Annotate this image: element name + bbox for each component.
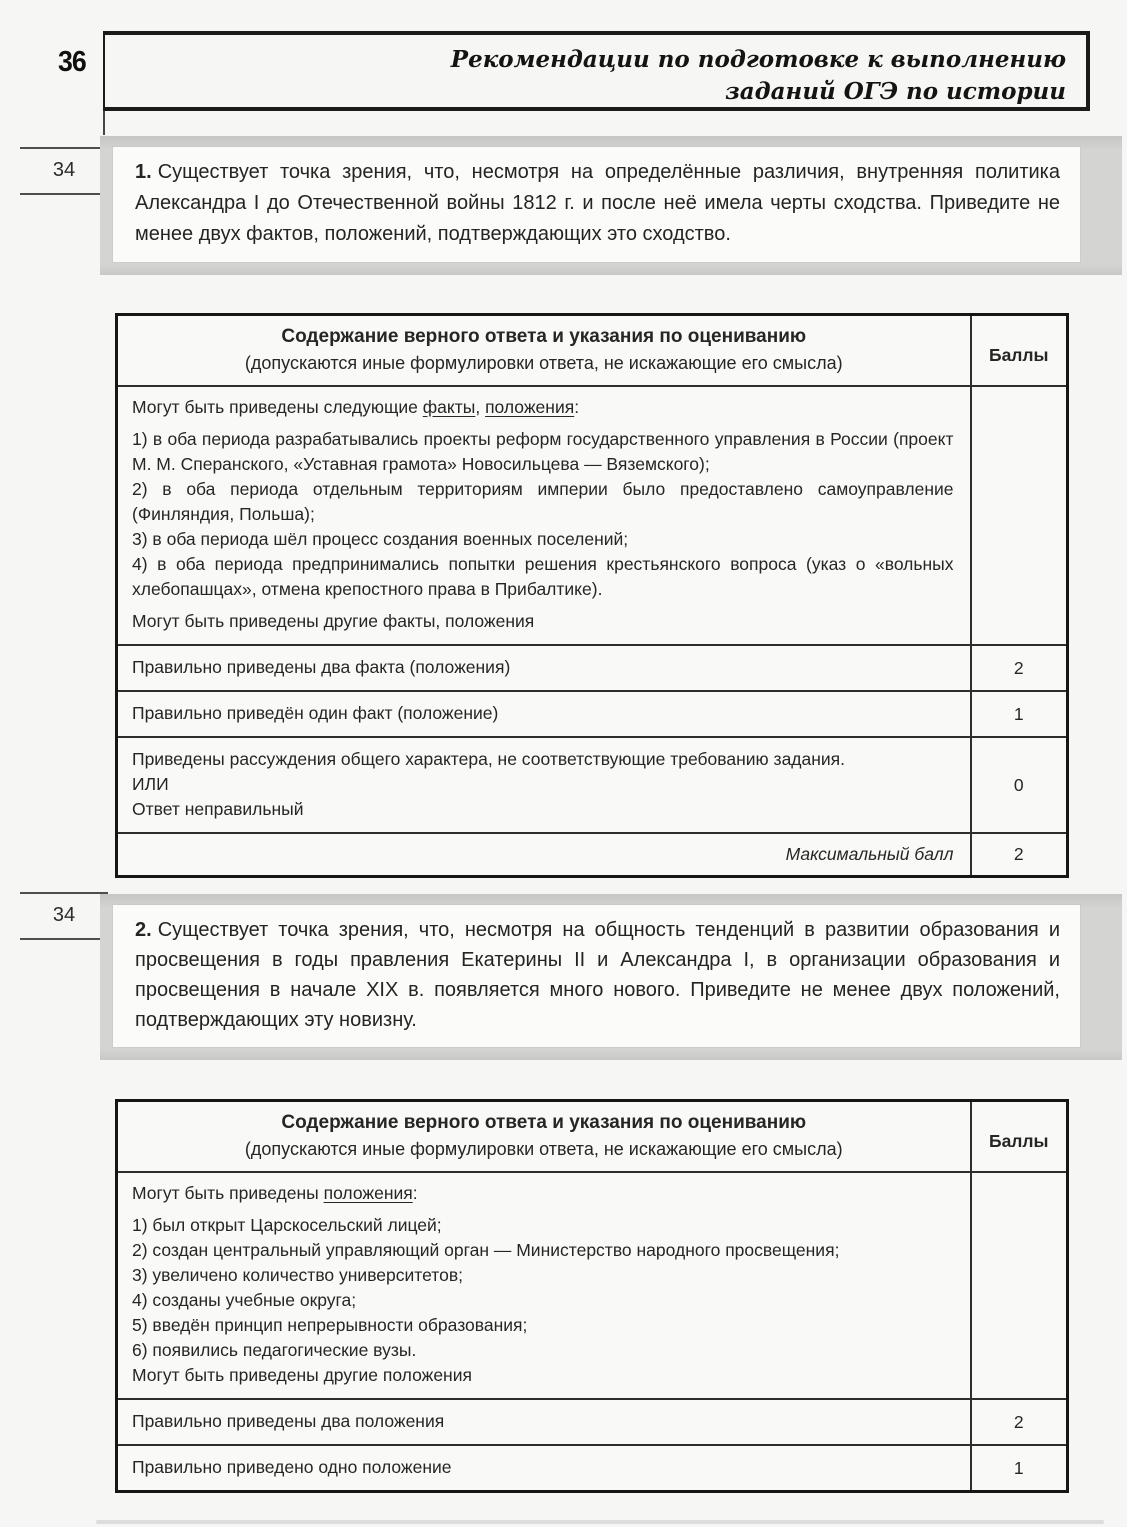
answer-item: 4) в оба периода предпринимались попытки решения крестьянского вопроса (указ о «вольных хлебопашцах», отмена крепостного права в Прибалтике). (132, 554, 954, 599)
table1-answer-outro: Могут быть приведены другие факты, положения (132, 611, 535, 631)
answer-item: 5) введён принцип непрерывности образования; (132, 1315, 528, 1335)
criterion-0-or: ИЛИ (132, 774, 169, 794)
running-head-left-rule (103, 111, 105, 135)
underlined-word: положения (485, 397, 575, 417)
table1-header-subtitle: (допускаются иные формулировки ответа, не искажающие его смысла) (244, 353, 843, 373)
margin-marker-label: 34 (52, 904, 76, 926)
scoring-table-1 (115, 313, 1069, 878)
answer-item: 2) в оба периода отдельным территориям империи было предоставлено самоуправление (Финляндия, Польша); (132, 479, 954, 524)
task2-number: 2. (135, 919, 152, 941)
table2-answer-intro (132, 1181, 954, 1206)
table-row (117, 833, 1068, 877)
underlined-word: факты (422, 397, 476, 417)
answer-item: 4) созданы учебные округа; (132, 1290, 357, 1310)
task2-block (100, 894, 1122, 1060)
table-row (117, 691, 1068, 737)
table-row (117, 315, 1068, 387)
table1-answer-cell (117, 386, 971, 645)
margin-marker-34-first (20, 147, 108, 195)
intro-text: Могут быть приведены следующие (132, 397, 423, 417)
table2-score-2: 2 (971, 1399, 1068, 1445)
answer-item: 3) в оба периода шёл процесс создания военных поселений; (132, 529, 629, 549)
answer-item: 1) в оба периода разрабатывались проекты реформ государственного управления в России (проект М. М. Сперанского, «Уставная грамота» Новосильцева — Вяземского); (132, 429, 954, 474)
running-head-box (103, 31, 1090, 111)
table1-criterion-2: Правильно приведены два факта (положения) (117, 645, 971, 691)
table1-criterion-1: Правильно приведён один факт (положение) (117, 691, 971, 737)
task1-body: Существует точка зрения, что, несмотря на определённые различия, внутренняя политика Александра I до Отечественной войны 1812 г. и после неё имела черты сходства. Приведите не менее двух фактов, положений, подтверждающих это сходство. (135, 161, 1060, 245)
scoring-table-2 (115, 1099, 1069, 1493)
table1-header-title: Содержание верного ответа и указания по оцениванию (281, 326, 807, 347)
table2-answer-cell (117, 1172, 971, 1399)
table2-header-subtitle: (допускаются иные формулировки ответа, не искажающие его смысла) (244, 1139, 843, 1159)
table1-criterion-0 (117, 737, 971, 833)
answer-item: 3) увеличено количество университетов; (132, 1265, 463, 1285)
table1-points-header: Баллы (971, 315, 1068, 387)
criterion-0-line: Приведены рассуждения общего характера, не соответствующие требованию задания. (132, 749, 846, 769)
table-row (117, 1445, 1068, 1492)
table1-score-0: 0 (971, 737, 1068, 833)
table1-score-2: 2 (971, 645, 1068, 691)
table-row (117, 1399, 1068, 1445)
table-row (117, 1101, 1068, 1173)
running-head-line1: Рекомендации по подготовке к выполнению (450, 46, 1066, 73)
intro-text: Могут быть приведены (132, 1183, 324, 1203)
table1-answer-score-cell (971, 386, 1068, 645)
table2-header-cell (117, 1101, 971, 1173)
table2-points-header: Баллы (971, 1101, 1068, 1173)
running-head-line2: заданий ОГЭ по истории (725, 78, 1066, 105)
table-row (117, 386, 1068, 645)
task2-body: Существует точка зрения, что, несмотря на общность тенденций в развитии образования и просвещения в годы правления Екатерины II и Александра I, в организации образования и просвещения в начале XIX в. появляется много нового. Приведите не менее двух положений, подтверждающих эту новизну. (135, 919, 1060, 1031)
underlined-word: положения (323, 1183, 413, 1203)
table1-answer-intro (132, 395, 954, 420)
page-number: 36 (58, 46, 86, 78)
table-row (117, 1172, 1068, 1399)
intro-text: : (412, 1183, 418, 1203)
intro-text: : (574, 397, 580, 417)
table1-max-score: 2 (971, 833, 1068, 877)
table2-answer-score-cell (971, 1172, 1068, 1399)
criterion-0-line: Ответ неправильный (132, 799, 304, 819)
task1-text (135, 157, 1060, 250)
task1-block (100, 136, 1122, 275)
table1-score-1: 1 (971, 691, 1068, 737)
answer-item: 1) был открыт Царскосельский лицей; (132, 1215, 442, 1235)
table-row (117, 737, 1068, 833)
task1-number: 1. (135, 161, 152, 183)
task1-card (113, 147, 1080, 262)
margin-marker-label: 34 (52, 159, 76, 181)
table2-criterion-2: Правильно приведены два положения (117, 1399, 971, 1445)
table2-answer-outro: Могут быть приведены другие положения (132, 1365, 472, 1385)
table2-header-title: Содержание верного ответа и указания по оцениванию (281, 1112, 807, 1133)
intro-text: , (475, 397, 486, 417)
table1-header-cell (117, 315, 971, 387)
table2-score-1: 1 (971, 1445, 1068, 1492)
task2-text (135, 915, 1060, 1035)
table2-criterion-1: Правильно приведено одно положение (117, 1445, 971, 1492)
answer-item: 6) появились педагогические вузы. (132, 1340, 417, 1360)
margin-marker-34-second (20, 892, 108, 940)
table-row (117, 645, 1068, 691)
table1-max-label: Максимальный балл (117, 833, 971, 877)
answer-item: 2) создан центральный управляющий орган — Министерство народного просвещения; (132, 1240, 840, 1260)
page-bottom-scan-artifact (96, 1520, 1104, 1524)
task2-card (113, 905, 1080, 1047)
